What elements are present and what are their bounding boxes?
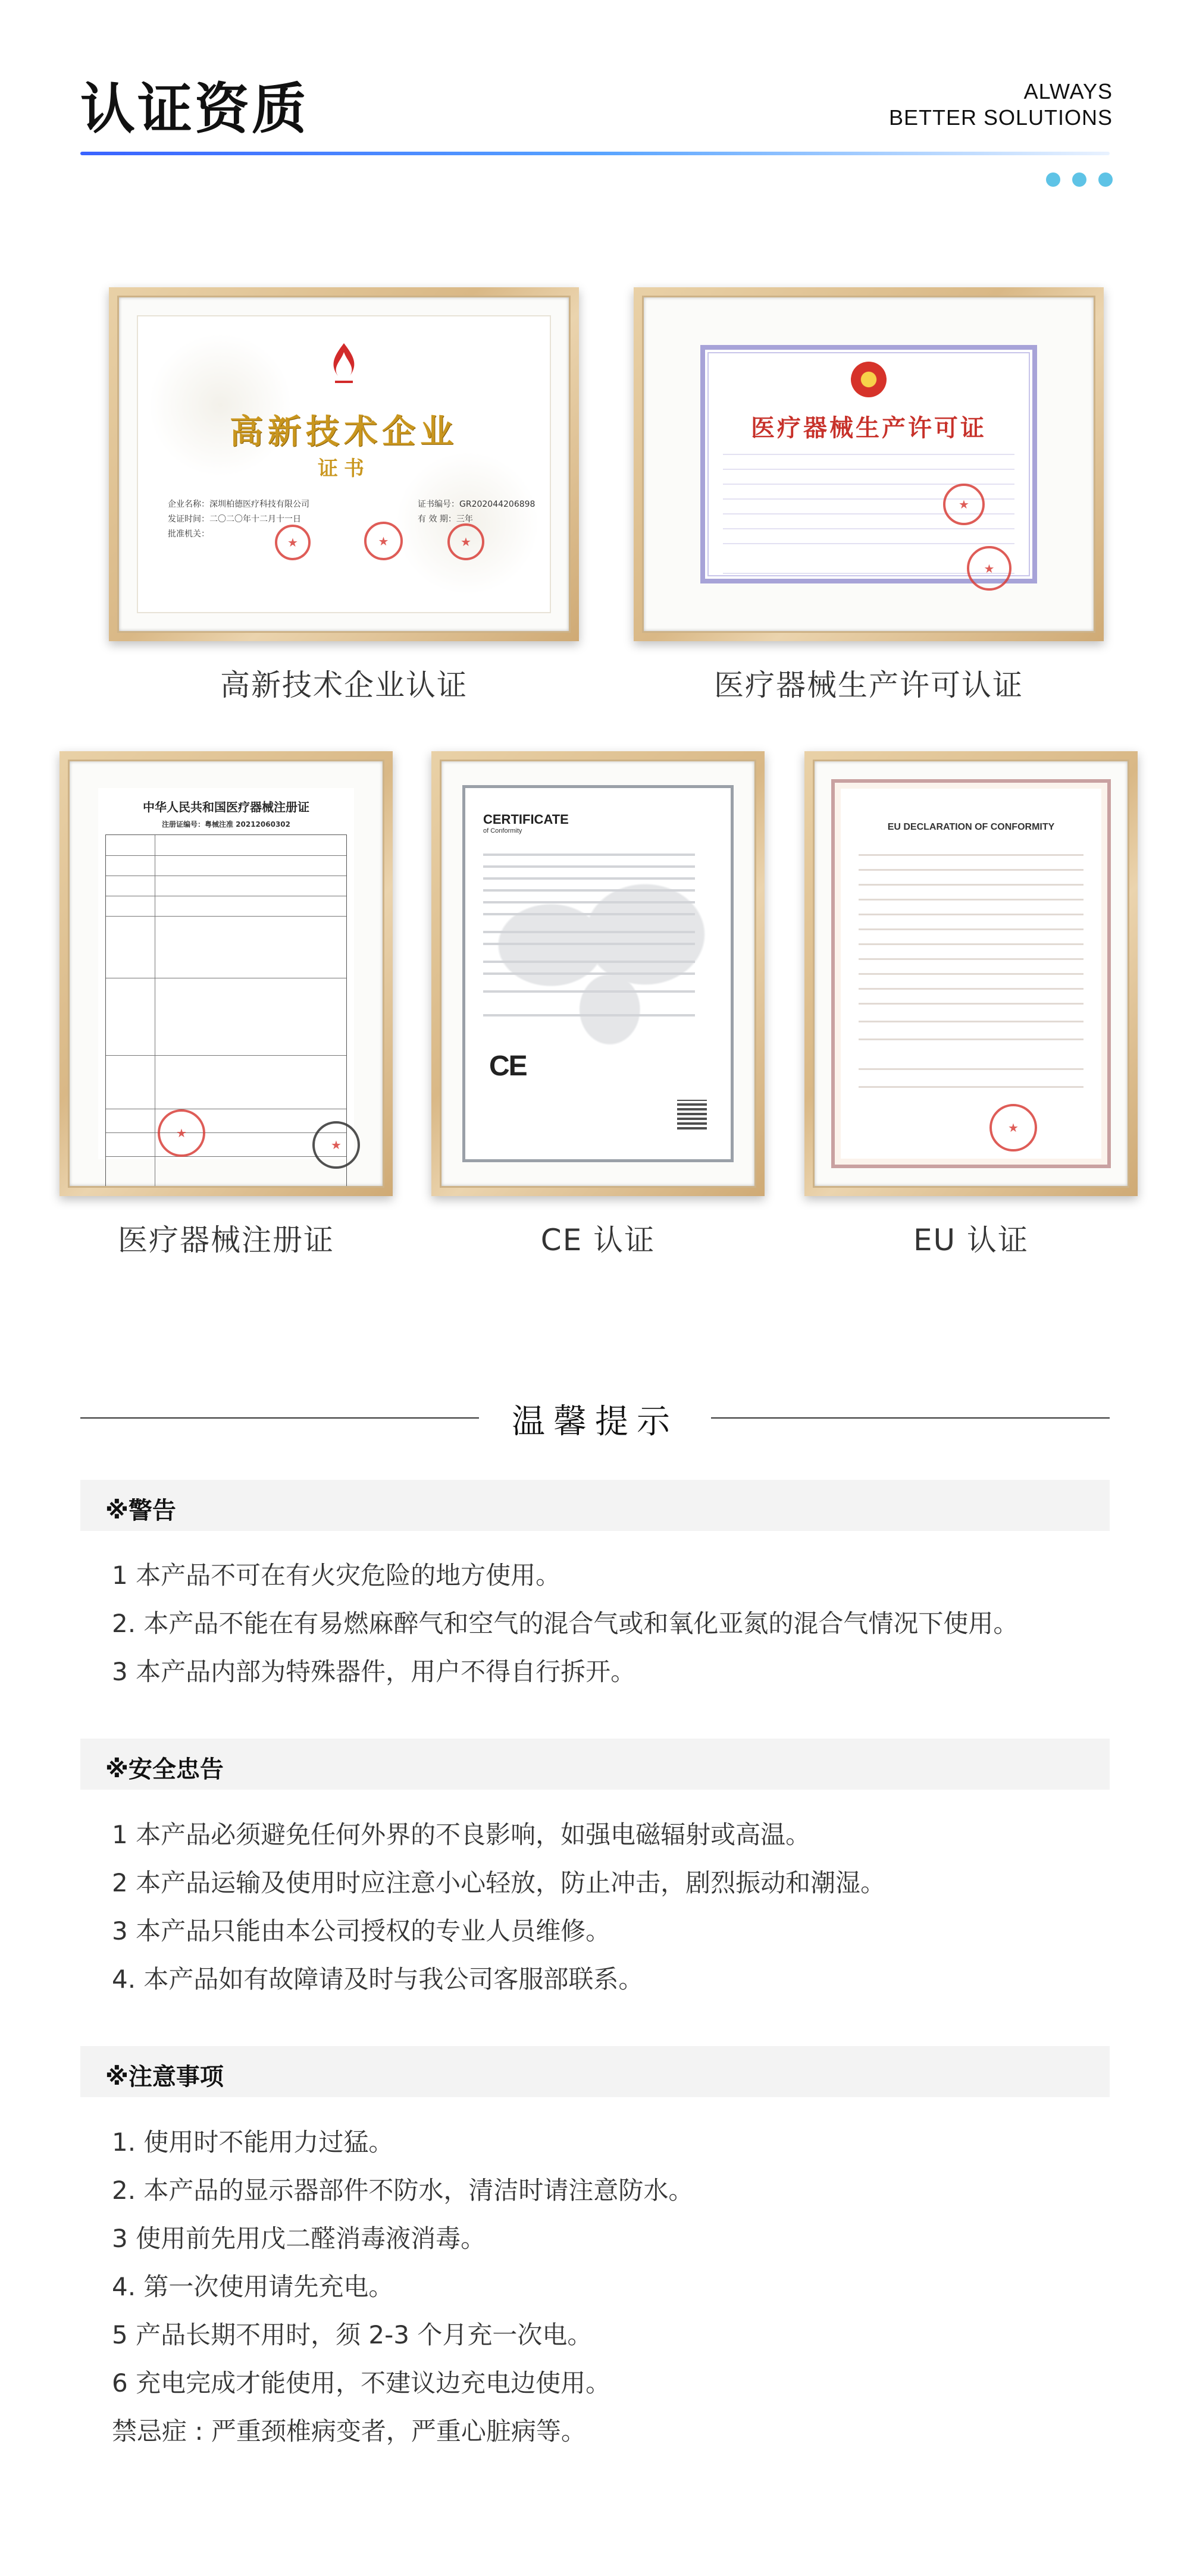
- text-line: [859, 884, 1083, 886]
- certificate-label: CE 认证: [540, 1223, 656, 1257]
- list-item: 3 本产品只能由本公司授权的专业人员维修。: [112, 1916, 611, 1946]
- red-seal-icon: [447, 523, 484, 560]
- list-item: 禁忌症 : 严重颈椎病变者，严重心脏病等。: [112, 2417, 586, 2446]
- text-line: [723, 454, 1014, 455]
- list-item: 3 本产品内部为特殊器件，用户不得自行拆开。: [112, 1657, 636, 1686]
- section-heading: ※安全忠告: [105, 1756, 224, 1783]
- section-heading: ※警告: [105, 1497, 176, 1524]
- red-seal-icon: [989, 1104, 1037, 1151]
- text-line: [483, 1014, 695, 1016]
- text-line: [859, 958, 1083, 960]
- list-item: 1. 使用时不能用力过猛。: [112, 2128, 394, 2157]
- list-item: 2. 本产品的显示器部件不防水，清洁时请注意防水。: [112, 2176, 694, 2205]
- text-line: [859, 1086, 1083, 1088]
- list-item: 1 本产品必须避免任何外界的不良影响，如强电磁辐射或高温。: [112, 1820, 811, 1849]
- certificate-production-license: [700, 345, 1037, 583]
- certificate-field: 有 效 期：三年: [418, 514, 473, 524]
- section-header-safety: [80, 1739, 1110, 1790]
- certificate-frame-production-license: [634, 287, 1104, 641]
- text-line: [483, 990, 695, 993]
- slogan: [889, 79, 1113, 131]
- page-title: 认证资质: [80, 77, 309, 141]
- certificate-frame-eu: [804, 751, 1138, 1196]
- certificate-field: 发证时间：二〇二〇年十二月十一日: [168, 514, 301, 524]
- text-line: [859, 899, 1083, 900]
- certificate-heading: 中华人民共和国医疗器械注册证: [143, 800, 309, 814]
- certificate-frame-registration: [60, 751, 393, 1196]
- red-seal-icon: [275, 525, 311, 560]
- text-line: [859, 988, 1083, 990]
- tips-title: 温馨提示: [512, 1402, 678, 1441]
- text-line: [859, 973, 1083, 975]
- certificate-eu: [831, 779, 1111, 1168]
- text-line: [483, 972, 695, 975]
- certificate-ce: [462, 785, 734, 1162]
- ce-mark: CE: [489, 1050, 527, 1082]
- table-divider: [106, 916, 346, 917]
- text-line: [483, 943, 695, 945]
- list-item: 3 使用前先用戊二醛消毒液消毒。: [112, 2224, 486, 2253]
- certificate-label: 医疗器械注册证: [118, 1223, 334, 1257]
- red-seal-icon: [943, 484, 985, 525]
- list-item: 5 产品长期不用时，须 2-3 个月充一次电。: [112, 2320, 593, 2349]
- text-line: [859, 928, 1083, 930]
- text-line: [483, 877, 695, 880]
- tips-divider-right: [711, 1417, 1110, 1419]
- table-divider: [106, 1156, 346, 1157]
- slogan-line-1: ALWAYS: [1023, 79, 1113, 103]
- list-item: 4. 第一次使用请先充电。: [112, 2272, 394, 2301]
- certificate-subheading: 注册证编号：粤械注准 20212060302: [161, 820, 291, 829]
- certificate-field: 批准机关：: [168, 529, 209, 539]
- text-line: [483, 854, 695, 856]
- text-line: [483, 913, 695, 915]
- black-seal-icon: [312, 1121, 360, 1169]
- certificate-frame-ce: [431, 751, 765, 1196]
- text-line: [483, 889, 695, 892]
- certificate-heading: CERTIFICATE: [483, 812, 569, 827]
- dot-icon: [1046, 172, 1060, 187]
- registration-table: [105, 834, 347, 1186]
- list-item: 1 本产品不可在有火灾危险的地方使用。: [112, 1561, 561, 1590]
- section-heading: ※注意事项: [105, 2063, 224, 2091]
- certificate-heading: EU DECLARATION OF CONFORMITY: [887, 822, 1055, 832]
- section-header-warning: [80, 1480, 1110, 1531]
- text-line: [483, 931, 695, 933]
- text-line: [483, 901, 695, 903]
- certificate-heading: 高新技术企业: [230, 412, 458, 451]
- dot-icon: [1098, 172, 1113, 187]
- certificate-high-tech: [137, 315, 551, 613]
- list-item: 4. 本产品如有故障请及时与我公司客服部联系。: [112, 1965, 644, 1994]
- list-item: 6 充电完成才能使用，不建议边充电边使用。: [112, 2368, 611, 2398]
- qr-code-icon: [677, 1100, 707, 1129]
- red-seal-icon: [364, 522, 403, 560]
- text-line: [859, 854, 1083, 856]
- text-line: [723, 469, 1014, 470]
- national-emblem-icon: [851, 362, 887, 397]
- world-map-icon: [480, 859, 716, 1074]
- flame-emblem-icon: [323, 340, 365, 388]
- section-header-notes: [80, 2046, 1110, 2097]
- certificate-label: 高新技术企业认证: [220, 668, 468, 702]
- text-line: [859, 1021, 1083, 1022]
- text-line: [723, 543, 1014, 544]
- decorative-dots: [1046, 172, 1113, 187]
- text-line: [859, 943, 1083, 945]
- text-line: [859, 869, 1083, 871]
- list-item: 2 本产品运输及使用时应注意小心轻放，防止冲击，剧烈振动和潮湿。: [112, 1868, 886, 1897]
- text-line: [859, 1068, 1083, 1070]
- table-divider: [106, 1055, 346, 1056]
- certificate-label: 医疗器械生产许可认证: [714, 668, 1023, 702]
- certificate-subheading: 证书: [318, 457, 370, 481]
- dot-icon: [1072, 172, 1086, 187]
- slogan-line-2: BETTER SOLUTIONS: [888, 105, 1113, 130]
- red-seal-icon: [158, 1109, 205, 1157]
- list-item: 2. 本产品不能在有易燃麻醉气和空气的混合气或和氧化亚氮的混合气情况下使用。: [112, 1609, 1019, 1638]
- certificate-subheading: of Conformity: [483, 827, 522, 834]
- text-line: [723, 528, 1014, 529]
- certificate-field: 企业名称：深圳柏德医疗科技有限公司: [168, 500, 309, 509]
- certificate-registration: [98, 788, 354, 1159]
- table-divider: [106, 855, 346, 856]
- certificate-frame-high-tech: [109, 287, 579, 641]
- text-line: [859, 1038, 1083, 1040]
- red-seal-icon: [967, 546, 1012, 591]
- certificate-label: EU 认证: [913, 1223, 1029, 1257]
- header-divider: [80, 152, 1110, 155]
- text-line: [483, 961, 695, 963]
- certificate-heading: 医疗器械生产许可证: [751, 414, 987, 442]
- text-line: [483, 865, 695, 868]
- text-line: [859, 914, 1083, 915]
- certificate-field: 证书编号：GR202044206898: [418, 500, 536, 509]
- text-line: [859, 1003, 1083, 1005]
- table-divider: [106, 1132, 346, 1133]
